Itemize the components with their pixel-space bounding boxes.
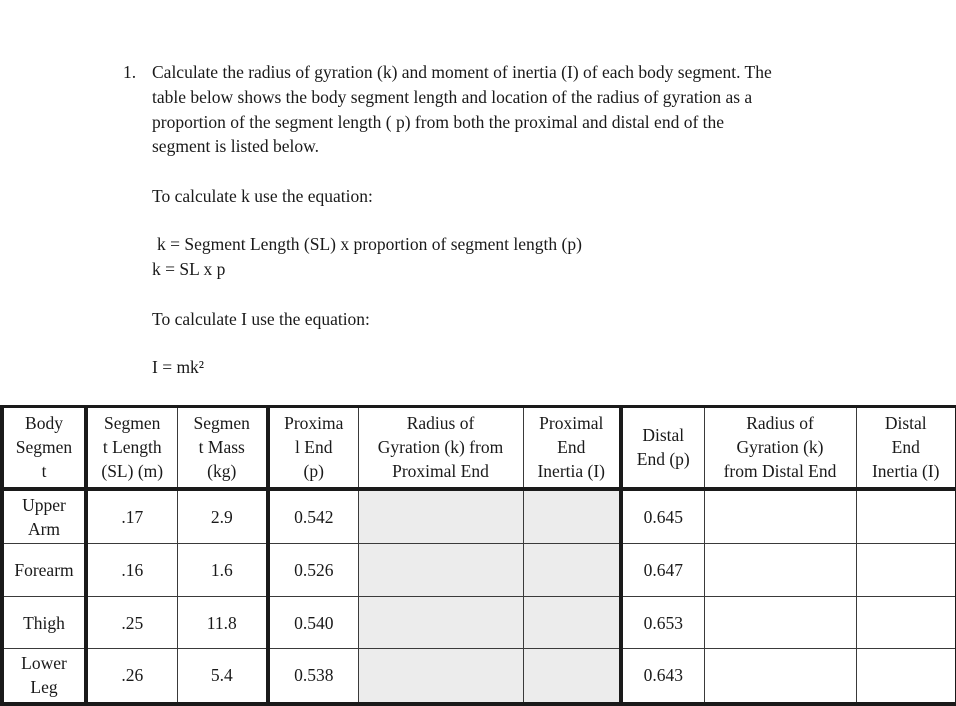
k-equation-1: k = Segment Length (SL) x proportion of segment length (p) xyxy=(157,234,582,254)
radius-distal-cell[interactable] xyxy=(704,597,856,649)
header-proximal-p: Proxima l End (p) xyxy=(268,407,358,489)
k-equation-2: k = SL x p xyxy=(152,259,226,279)
distal-p-cell: 0.645 xyxy=(621,489,704,544)
proximal-p-cell: 0.538 xyxy=(268,649,358,704)
mass-cell: 1.6 xyxy=(177,544,268,597)
header-radius-proximal: Radius of Gyration (k) from Proximal End xyxy=(358,407,523,489)
radius-proximal-cell[interactable] xyxy=(358,489,523,544)
segment-cell: Lower Leg xyxy=(2,649,86,704)
radius-distal-cell[interactable] xyxy=(704,544,856,597)
distal-inertia-cell[interactable] xyxy=(856,597,956,649)
mass-cell: 2.9 xyxy=(177,489,268,544)
proximal-inertia-cell[interactable] xyxy=(523,597,621,649)
radius-proximal-cell[interactable] xyxy=(358,649,523,704)
table-row xyxy=(2,544,956,597)
radius-distal-cell[interactable] xyxy=(704,489,856,544)
table-row xyxy=(2,649,956,704)
length-cell: .25 xyxy=(86,597,177,649)
mass-cell: 5.4 xyxy=(177,649,268,704)
header-radius-distal: Radius of Gyration (k) from Distal End xyxy=(704,407,856,489)
segment-table xyxy=(0,405,956,706)
length-cell: .17 xyxy=(86,489,177,544)
radius-distal-cell[interactable] xyxy=(704,649,856,704)
header-row xyxy=(2,407,956,489)
i-instruction: To calculate I use the equation: xyxy=(152,309,370,329)
proximal-p-cell: 0.542 xyxy=(268,489,358,544)
proximal-p-cell: 0.526 xyxy=(268,544,358,597)
intro-line-1: Calculate the radius of gyration (k) and moment of inertia (I) of each body segment. The xyxy=(152,62,772,82)
header-segment-length: Segmen t Length (SL) (m) xyxy=(86,407,177,489)
header-proximal-inertia: Proximal End Inertia (I) xyxy=(523,407,621,489)
distal-p-cell: 0.653 xyxy=(621,597,704,649)
radius-proximal-cell[interactable] xyxy=(358,544,523,597)
mass-cell: 11.8 xyxy=(177,597,268,649)
radius-proximal-cell[interactable] xyxy=(358,597,523,649)
segment-cell: Forearm xyxy=(2,544,86,597)
proximal-inertia-cell[interactable] xyxy=(523,544,621,597)
segment-cell: Upper Arm xyxy=(2,489,86,544)
distal-inertia-cell[interactable] xyxy=(856,544,956,597)
intro-line-4: segment is listed below. xyxy=(152,136,320,156)
distal-inertia-cell[interactable] xyxy=(856,489,956,544)
length-cell: .16 xyxy=(86,544,177,597)
intro-line-2: table below shows the body segment length and location of the radius of gyration as a xyxy=(152,87,753,107)
proximal-inertia-cell[interactable] xyxy=(523,649,621,704)
question-number: 1. xyxy=(123,62,137,82)
proximal-p-cell: 0.540 xyxy=(268,597,358,649)
header-segment-mass: Segmen t Mass (kg) xyxy=(177,407,268,489)
distal-p-cell: 0.643 xyxy=(621,649,704,704)
k-instruction: To calculate k use the equation: xyxy=(152,186,373,206)
header-distal-inertia: Distal End Inertia (I) xyxy=(856,407,956,489)
header-body-segment: Body Segmen t xyxy=(2,407,86,489)
table-row xyxy=(2,489,956,544)
segment-cell: Thigh xyxy=(2,597,86,649)
distal-p-cell: 0.647 xyxy=(621,544,704,597)
distal-inertia-cell[interactable] xyxy=(856,649,956,704)
table-row xyxy=(2,597,956,649)
proximal-inertia-cell[interactable] xyxy=(523,489,621,544)
header-distal-p: Distal End (p) xyxy=(621,407,704,489)
length-cell: .26 xyxy=(86,649,177,704)
i-equation: I = mk² xyxy=(152,357,205,377)
intro-line-3: proportion of the segment length ( p) from both the proximal and distal end of the xyxy=(152,112,725,132)
